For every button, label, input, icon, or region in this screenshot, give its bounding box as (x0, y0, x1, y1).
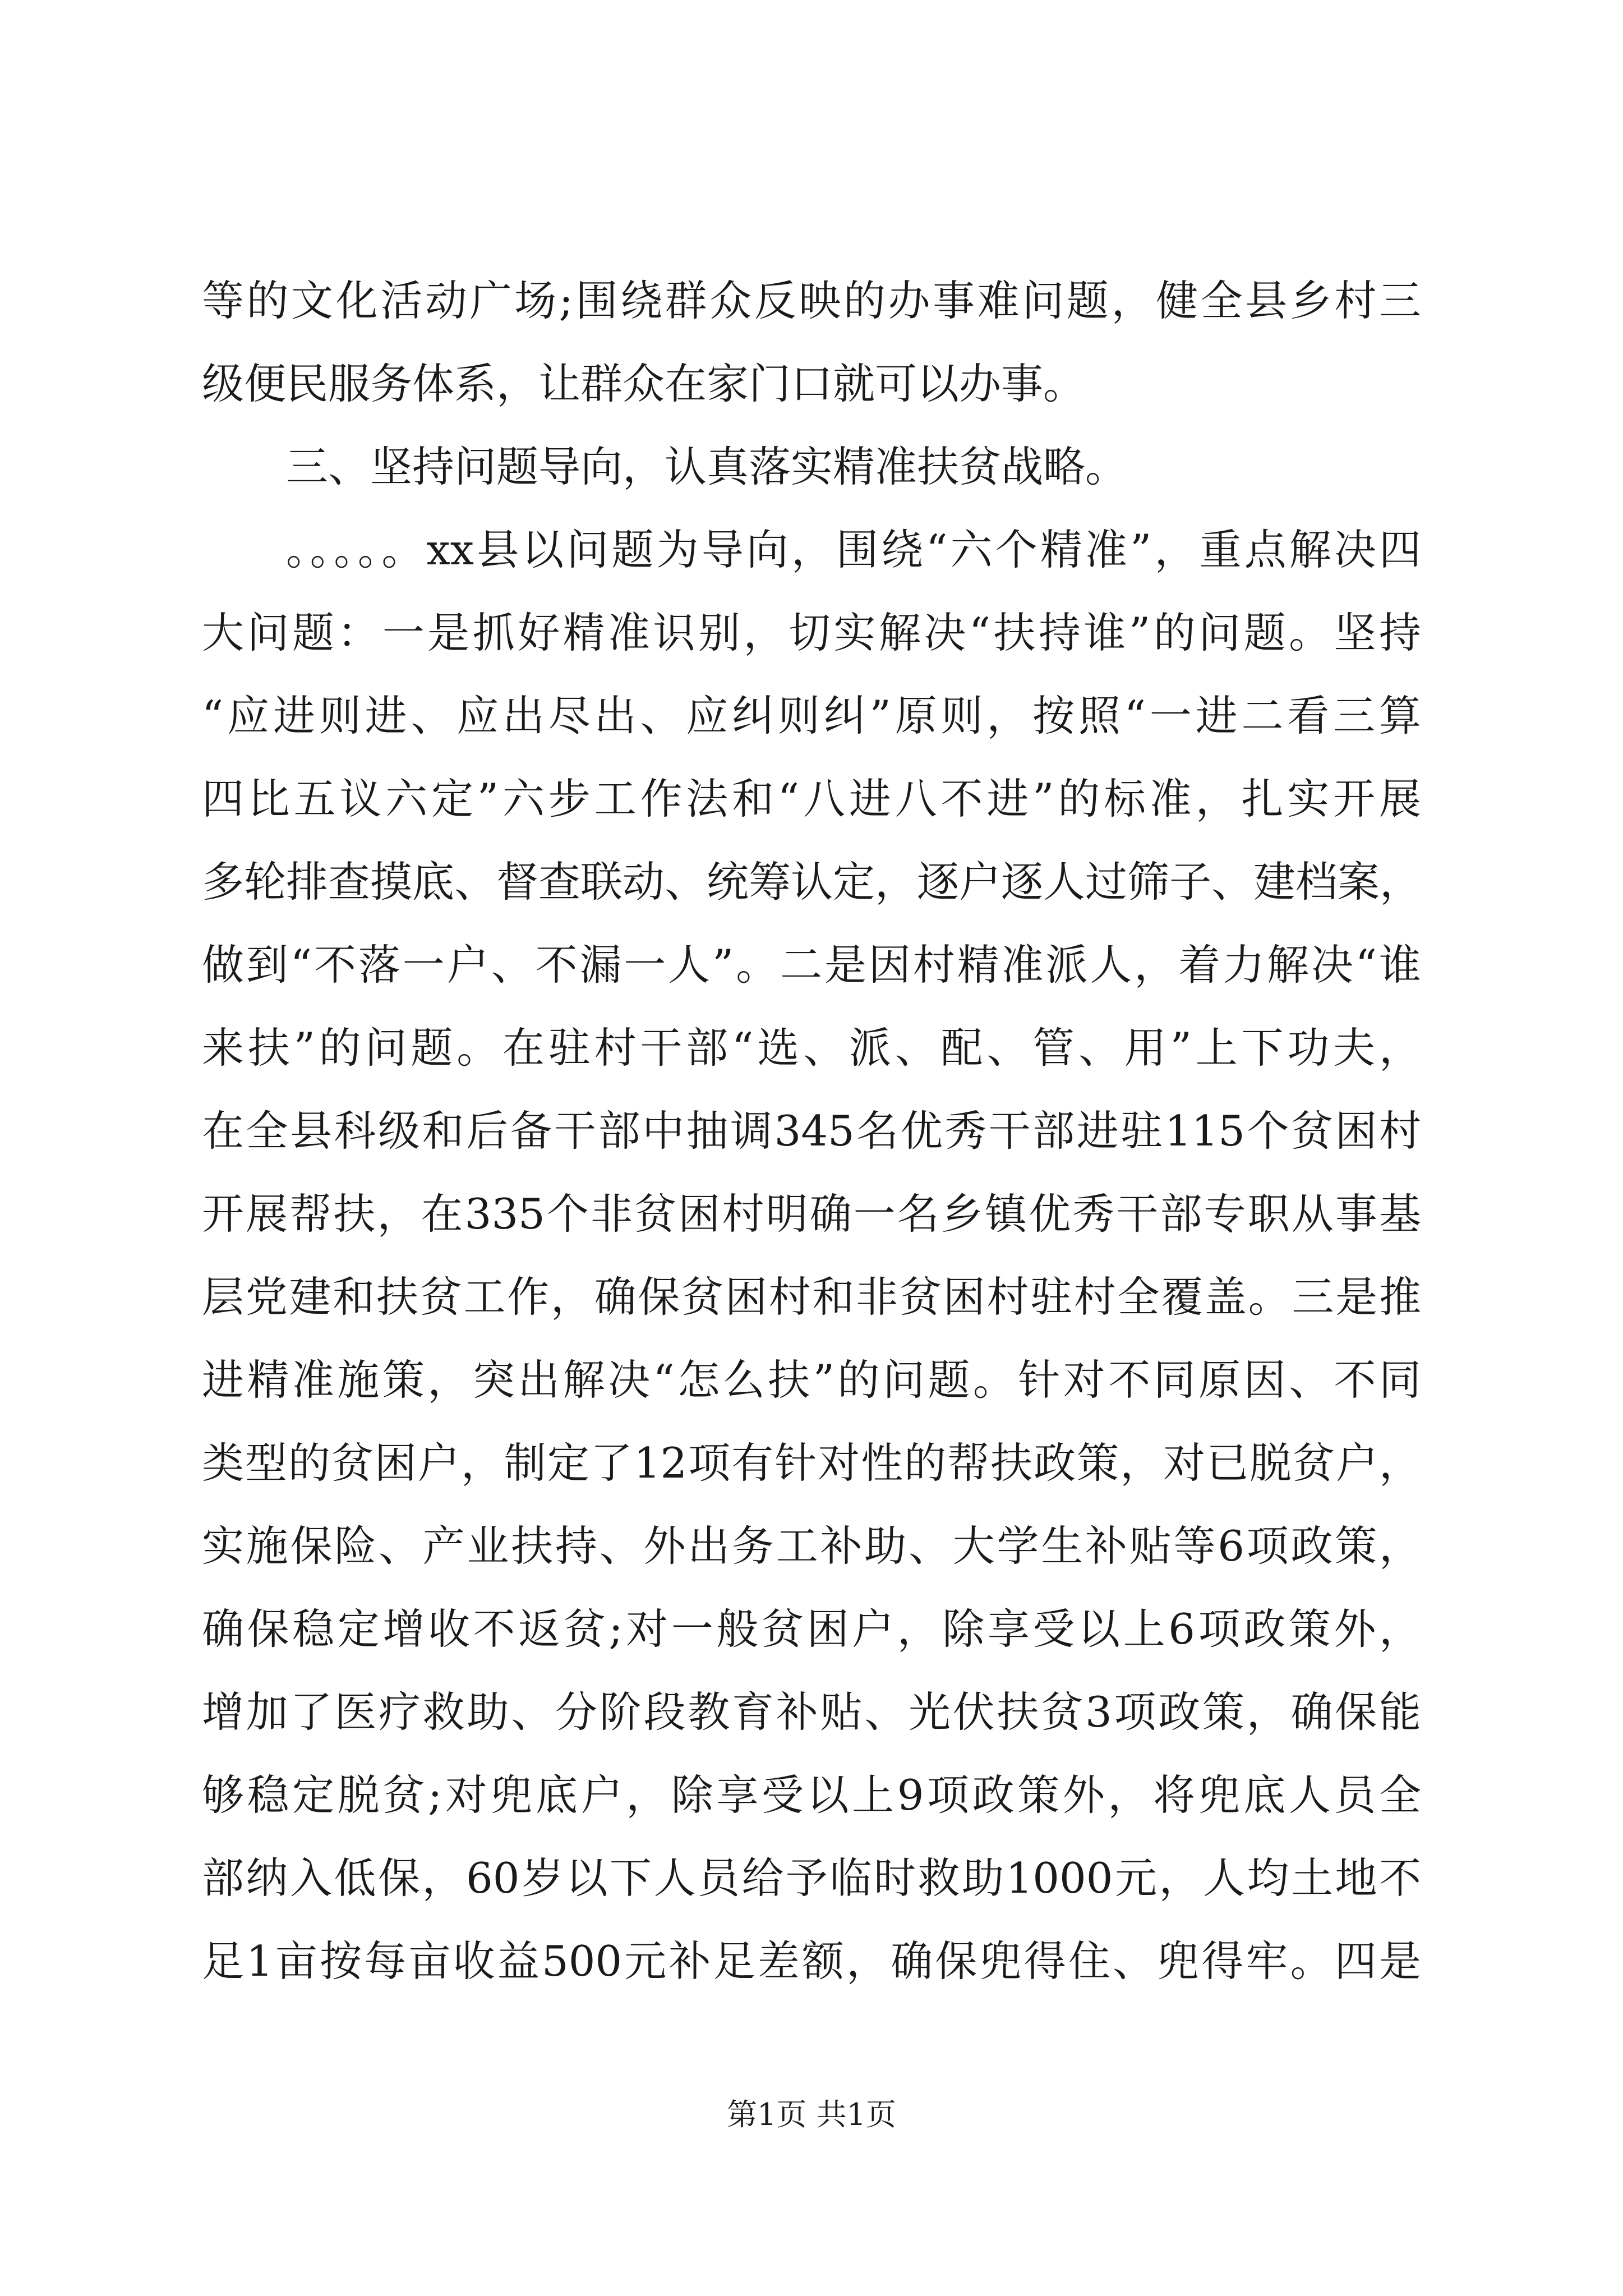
text-line: “应进则进、应出尽出、应纠则纠”原则，按照“一进二看三算 (202, 691, 1421, 740)
text-line: 等的文化活动广场;围绕群众反映的办事难问题，健全县乡村三 (202, 276, 1421, 325)
text-line: 在全县科级和后备干部中抽调345名优秀干部进驻115个贫困村 (202, 1106, 1421, 1156)
page-footer: 第1页 共1页 (727, 2097, 896, 2132)
text-line: 实施保险、产业扶持、外出务工补助、大学生补贴等6项政策， (202, 1521, 1421, 1571)
text-line: 够稳定脱贫;对兜底户，除享受以上9项政策外，将兜底人员全 (202, 1770, 1421, 1820)
text-line: 层党建和扶贫工作，确保贫困村和非贫困村驻村全覆盖。三是推 (202, 1272, 1421, 1322)
text-line: 四比五议六定”六步工作法和“八进八不进”的标准，扎实开展 (202, 774, 1421, 823)
text-line: 类型的贫困户，制定了12项有针对性的帮扶政策，对已脱贫户， (202, 1438, 1421, 1488)
section-heading: 三、坚持问题导向，认真落实精准扶贫战略。 (286, 442, 1128, 491)
text-line: 级便民服务体系，让群众在家门口就可以办事。 (202, 359, 1086, 408)
text-line: 开展帮扶，在335个非贫困村明确一名乡镇优秀干部专职从事基 (202, 1189, 1421, 1239)
text-line: 来扶”的问题。在驻村干部“选、派、配、管、用”上下功夫， (202, 1023, 1421, 1073)
text-line: 多轮排查摸底、督查联动、统筹认定，逐户逐人过筛子、建档案， (202, 857, 1422, 907)
text-line: 。。。。。xx县以问题为导向，围绕“六个精准”，重点解决四 (286, 525, 1421, 574)
text-line: 大问题：一是抓好精准识别，切实解决“扶持谁”的问题。坚持 (202, 608, 1421, 657)
text-line: 增加了医疗救助、分阶段教育补贴、光伏扶贫3项政策，确保能 (202, 1687, 1421, 1737)
body-text (202, 259, 1421, 2003)
text-line: 足1亩按每亩收益500元补足差额，确保兜得住、兜得牢。四是 (202, 1936, 1421, 1986)
text-line: 做到“不落一户、不漏一人”。二是因村精准派人，着力解决“谁 (202, 940, 1421, 990)
text-line: 确保稳定增收不返贫;对一般贫困户，除享受以上6项政策外， (202, 1604, 1421, 1654)
text-line: 进精准施策，突出解决“怎么扶”的问题。针对不同原因、不同 (202, 1355, 1421, 1405)
text-line: 部纳入低保，60岁以下人员给予临时救助1000元，人均土地不 (202, 1853, 1421, 1903)
